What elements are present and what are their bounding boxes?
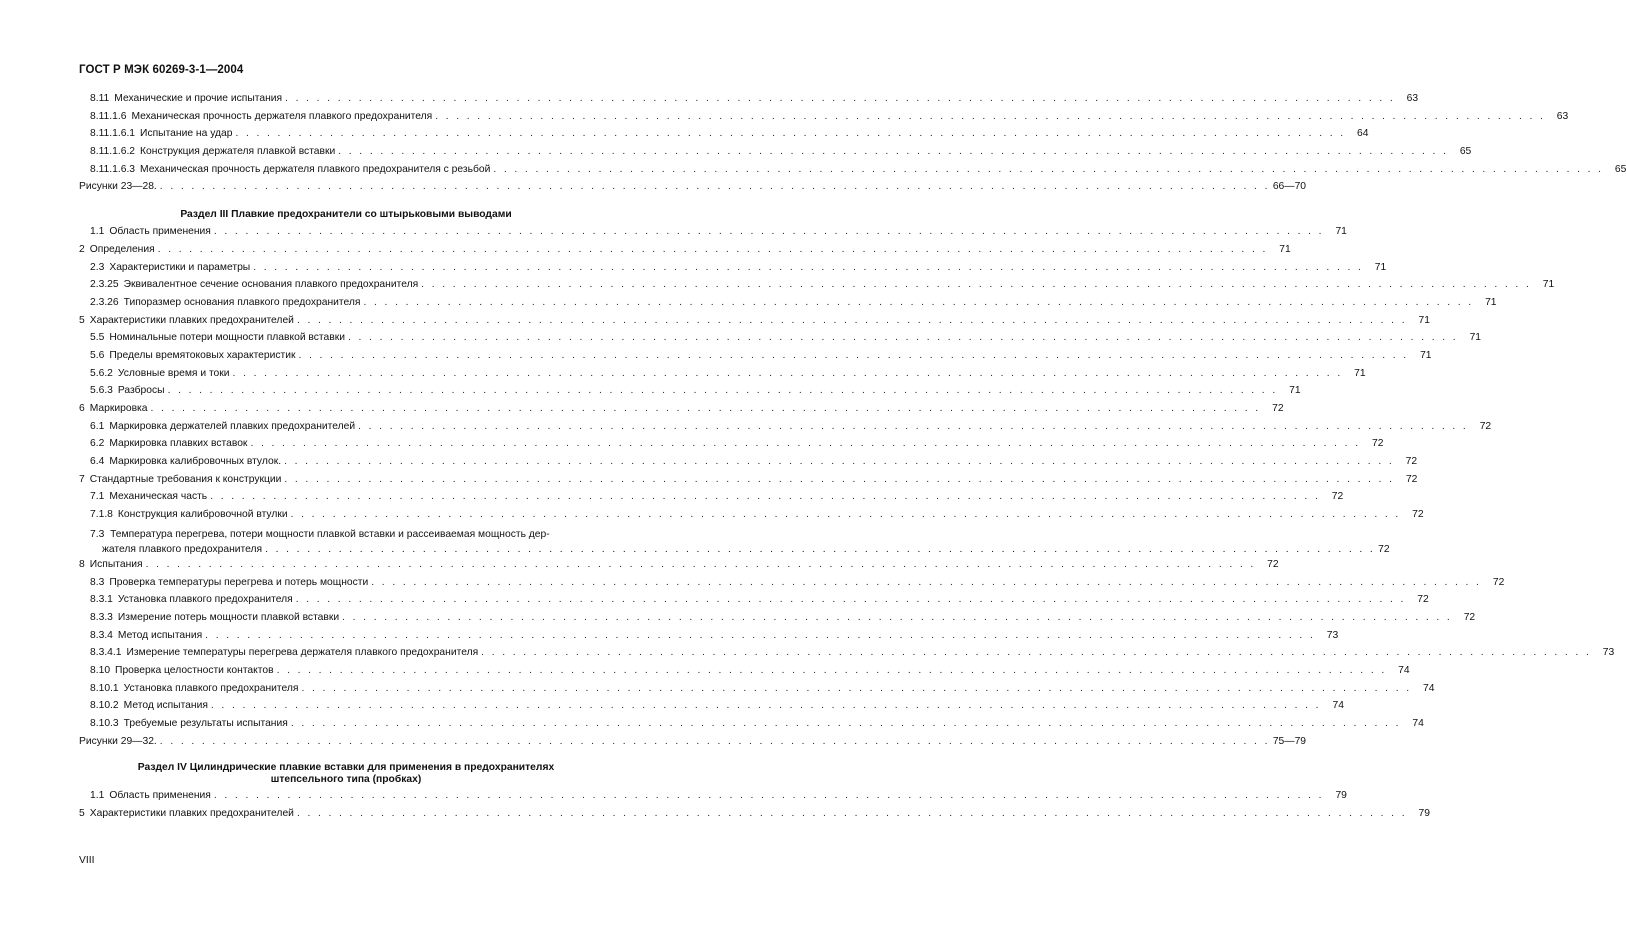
toc-entry[interactable] <box>79 243 1291 262</box>
toc-entry-title: Типоразмер основания плавкого предохранителя <box>123 296 361 308</box>
toc-entry-number: 5.6.2 <box>90 367 113 379</box>
toc-entry[interactable] <box>79 420 1492 439</box>
toc-entry-page: 71 <box>1418 314 1430 326</box>
toc-entry-title: Конструкция держателя плавкой вставки <box>140 146 336 158</box>
toc-leader-dots: . . . . . . . . . . . . . . . . . . . . . . . . . . . . . . . . . . . . . . . . . . . . . . . . . . . . . . . . . . . . . . . . . . . . . . . . . . . . . . . . . . . . . . . . . . . . . . . . . . . . . . . . . . <box>232 367 1343 379</box>
toc-entry-title: Измерение потерь мощности плавкой вставки <box>117 611 340 623</box>
toc-block-section-4 <box>79 790 1430 825</box>
toc-leader-dots: . . . . . . . . . . . . . . . . . . . . . . . . . . . . . . . . . . . . . . . . . . . . . . . . . . . . . . . . . . . . . . . . . . . . . . . . . . . . . . . . . . . . . . . . . . . . . . . . . . . . . . . . . . <box>296 808 1407 820</box>
toc-entry[interactable] <box>79 629 1339 648</box>
toc-entry[interactable] <box>79 314 1430 333</box>
toc-entry-number: 5.5 <box>90 332 105 344</box>
toc-entry-title: Установка плавкого предохранителя <box>117 594 293 606</box>
toc-leader-dots: . . . . . . . . . . . . . . . . . . . . . . . . . . . . . . . . . . . . . . . . . . . . . . . . . . . . . . . . . . . . . . . . . . . . . . . . . . . . . . . . . . . . . . . . . . . . . . . . . . . . . . . . . . <box>421 279 1532 291</box>
toc-entry-number: 8.10.1 <box>90 682 119 694</box>
toc-leader-dots: . . . . . . . . . . . . . . . . . . . . . . . . . . . . . . . . . . . . . . . . . . . . . . . . . . . . . . . . . . . . . . . . . . . . . . . . . . . . . . . . . . . . . . . . . . . . . . . . . . . . . . . . . . <box>296 314 1407 326</box>
toc-entry[interactable] <box>79 491 1344 509</box>
toc-entry[interactable] <box>79 473 1418 492</box>
toc-entry-page: 72 <box>1479 420 1492 432</box>
toc-entry-page: 63 <box>1406 93 1419 104</box>
toc-entry-page: 72 <box>1412 509 1424 521</box>
toc-entry-number: 8.3.4 <box>90 629 113 641</box>
toc-entry-title: Испытание на удар <box>140 128 233 140</box>
toc-entry[interactable] <box>79 349 1432 368</box>
toc-figures-pages: 75—79 <box>1272 735 1307 747</box>
toc-block-section-2-end <box>79 93 1626 181</box>
toc-entry-page: 71 <box>1420 349 1432 361</box>
toc-entry-page: 79 <box>1335 790 1347 802</box>
toc-entry[interactable] <box>79 718 1424 736</box>
toc-leader-dots: . . . . . . . . . . . . . . . . . . . . . . . . . . . . . . . . . . . . . . . . . . . . . . . . . . . . . . . . . . . . . . . . . . . . . . . . . . . . . . . . . . . . . . . . . . . . . . . . . . . . . . . . . . <box>284 473 1395 485</box>
toc-entry-title: Требуемые результаты испытания <box>123 718 288 729</box>
toc-entry[interactable] <box>79 594 1429 612</box>
toc-entry-number: 8.11 <box>90 93 110 104</box>
toc-entry[interactable] <box>79 385 1301 403</box>
toc-leader-dots: . . . . . . . . . . . . . . . . . . . . . . . . . . . . . . . . . . . . . . . . . . . . . . . . . . . . . . . . . . . . . . . . . . . . . . . . . . . . . . . . . . . . . . . . . . . . . . . . . . . . . . . . . . <box>276 664 1387 676</box>
toc-entry-title: Определения <box>89 243 155 255</box>
toc-entry-title: Характеристики плавких предохранителей <box>89 808 294 820</box>
toc-leader-dots: . . . . . . . . . . . . . . . . . . . . . . . . . . . . . . . . . . . . . . . . . . . . . . . . . . . . . . . . . . . . . . . . . . . . . . . . . . . . . . . . . . . . . . . . . . . . . . . . . . . . . . . . . . <box>284 456 1395 468</box>
toc-entry-title: Маркировка <box>89 403 148 414</box>
toc-leader-dots: . . . . . . . . . . . . . . . . . . . . . . . . . . . . . . . . . . . . . . . . . . . . . . . . . . . . . . . . . . . . . . . . . . . . . . . . . . . . . . . . . . . . . . . . . . . . . . . . . . . . . . . . . . <box>301 682 1412 694</box>
toc-entry-number: 6.4 <box>90 456 105 468</box>
toc-entry-number: 7 <box>79 473 85 485</box>
toc-entry-page: 65 <box>1459 146 1472 158</box>
toc-entry-title: Конструкция калибровочной втулки <box>117 509 288 521</box>
toc-entry-number: 1.1 <box>90 226 105 238</box>
toc-entry-title: Испытания <box>89 558 143 570</box>
toc-entry-title: Метод испытания <box>123 700 208 712</box>
toc-leader-dots: . . . . . . . . . . . . . . . . . . . . . . . . . . . . . . . . . . . . . . . . . . . . . . . . . . . . . . . . . . . . . . . . . . . . . . . . . . . . . . . . . . . . . . . . . . . . . . . . . . . . . . . . . . <box>205 629 1316 641</box>
toc-leader-dots: . . . . . . . . . . . . . . . . . . . . . . . . . . . . . . . . . . . . . . . . . . . . . . . . . . . . . . . . . . . . . . . . . . . . . . . . . . . . . . . . . . . . . . . . . . . . . . . . . . . . . . . . . . <box>210 491 1321 503</box>
section-3-title: Раздел III Плавкие предохранители со штырьковыми выводами <box>180 209 512 221</box>
toc-entry-title: Область применения <box>109 790 211 802</box>
toc-entry-title: Характеристики плавких предохранителей <box>89 314 294 326</box>
section-4-title-line1: Раздел IV Цилиндрические плавкие вставки для применения в предохранителях <box>137 762 555 774</box>
toc-entry-number: 6.1 <box>90 420 105 432</box>
toc-leader-dots: . . . . . . . . . . . . . . . . . . . . . . . . . . . . . . . . . . . . . . . . . . . . . . . . . . . . . . . . . . . . . . . . . . . . . . . . . . . . . . . . . . . . . . . . . . . . . . . . . . . . . . . . . . <box>210 700 1321 712</box>
toc-entry-title: Номинальные потери мощности плавкой вставки <box>109 332 345 344</box>
toc-entry-page: 71 <box>1289 385 1301 397</box>
toc-entry-title: Проверка целостности контактов <box>115 664 274 676</box>
toc-leader-dots: . . . . . . . . . . . . . . . . . . . . . . . . . . . . . . . . . . . . . . . . . . . . . . . . . . . . . . . . . . . . . . . . . . . . . . . . . . . . . . . . . . . . . . . . . . . . . . . . . . . . . . . . . . <box>290 718 1401 729</box>
toc-entry[interactable] <box>79 808 1430 826</box>
toc-leader-dots: . . . . . . . . . . . . . . . . . . . . . . . . . . . . . . . . . . . . . . . . . . . . . . . . . . . . . . . . . . . . . . . . . . . . . . . . . . . . . . . . . . . . . . . . . . . . . . . . . . . . . . . . . . <box>157 243 1268 255</box>
toc-entry-title: Условные время и токи <box>117 367 230 379</box>
toc-entry[interactable] <box>79 146 1472 164</box>
toc-leader-dots: . . . . . . . . . . . . . . . . . . . . . . . . . . . . . . . . . . . . . . . . . . . . . . . . . . . . . . . . . . . . . . . . . . . . . . . . . . . . . . . . . . . . . . . . . . . . . . . . . . . . . . . . . . <box>371 576 1482 588</box>
toc-entry-page: 72 <box>1492 576 1505 588</box>
toc-entry-page: 71 <box>1485 296 1497 308</box>
page-number: VIII <box>79 855 95 866</box>
toc-entry-page: 65 <box>1614 163 1626 175</box>
toc-entry-title: Стандартные требования к конструкции <box>89 473 282 485</box>
toc-entry-title: Маркировка плавких вставок <box>109 438 248 450</box>
toc-entry-page: 71 <box>1542 279 1555 291</box>
toc-entry[interactable] <box>79 682 1435 701</box>
toc-block-section-3 <box>79 226 1555 527</box>
section-4-title <box>79 753 613 790</box>
toc-leader-dots: . . . . . . . . . . . . . . . . . . . . . . . . . . . . . . . . . . . . . . . . . . . . . . . . . . . . . . . . . . . . . . . . . . . . . . . . . . . . . . . . . . . . . . . . . . . . . . . . . . . . . . . . . . <box>342 611 1453 623</box>
toc-leader-dots: . . . . . . . . . . . . . . . . . . . . . . . . . . . . . . . . . . . . . . . . . . . . . . . . . . . . . . . . . . . . . . . . . . . . . . . . . . . . . . . . . . . . . . . . . . . . . . . . . . . . . . . . . . <box>481 647 1592 659</box>
toc-entry-number: 7.1 <box>90 491 105 503</box>
toc-entry-number: 2.3.26 <box>90 296 119 308</box>
toc-entry-title: Установка плавкого предохранителя <box>123 682 299 694</box>
toc-leader-dots: . . . . . . . . . . . . . . . . . . . . . . . . . . . . . . . . . . . . . . . . . . . . . . . . . . . . . . . . . . . . . . . . . . . . . . . . . . . . . . . . . . . . . . . . . . . . . . . . . . . . . . . . . . <box>435 110 1546 122</box>
toc-entry-number: 8.3.1 <box>90 594 113 606</box>
toc-entry-page: 64 <box>1357 128 1369 140</box>
toc-entry-page: 71 <box>1354 367 1366 379</box>
toc-block-section-3-tests <box>79 558 1615 736</box>
toc-entry[interactable] <box>79 403 1284 421</box>
toc-entry-title: Механическая часть <box>109 491 208 503</box>
toc-entry[interactable] <box>79 261 1387 280</box>
toc-entry-number: 2.3 <box>90 261 105 273</box>
toc-leader-dots: . . . . . . . . . . . . . . . . . . . . . . . . . . . . . . . . . . . . . . . . . . . . . . . . . . . . . . . . . . . . . . . . . . . . . . . . . . . . . . . . . . . . . . . . . . . . . . . . . . . . . . . . . . <box>159 181 1270 193</box>
toc-entry[interactable] <box>79 456 1418 474</box>
toc-entry-number: 2.3.25 <box>90 279 119 291</box>
toc-leader-dots: . . . . . . . . . . . . . . . . . . . . . . . . . . . . . . . . . . . . . . . . . . . . . . . . . . . . . . . . . . . . . . . . . . . . . . . . . . . . . . . . . . . . . . . . . . . . . . . . . . . . . . . . . . <box>358 420 1469 432</box>
document-header: ГОСТ Р МЭК 60269-3-1—2004 <box>79 64 244 76</box>
toc-entry-page: 74 <box>1412 718 1424 729</box>
section-4-title-line2: штепсельного типа (пробках) <box>270 774 422 786</box>
toc-leader-dots: . . . . . . . . . . . . . . . . . . . . . . . . . . . . . . . . . . . . . . . . . . . . . . . . . . . . . . . . . . . . . . . . . . . . . . . . . . . . . . . . . . . . . . . . . . . . . . . . . . . . . . . . . . <box>250 438 1361 450</box>
toc-entry-title: Маркировка калибровочных втулок. <box>109 456 282 468</box>
toc-entry-page: 72 <box>1463 611 1476 623</box>
toc-entry-page: 72 <box>1272 403 1284 414</box>
toc-entry[interactable] <box>79 110 1569 129</box>
toc-entry-title: Механическая прочность держателя плавкого предохранителя с резьбой <box>140 163 491 175</box>
toc-entry-title: Разбросы <box>117 385 165 397</box>
toc-entry-page: 74 <box>1332 700 1344 712</box>
table-of-contents <box>79 93 1626 826</box>
toc-entry[interactable] <box>79 279 1555 297</box>
toc-leader-dots: . . . . . . . . . . . . . . . . . . . . . . . . . . . . . . . . . . . . . . . . . . . . . . . . . . . . . . . . . . . . . . . . . . . . . . . . . . . . . . . . . . . . . . . . . . . . . . . . . . . . . . . . . . <box>338 146 1449 158</box>
toc-entry-page: 71 <box>1469 332 1482 344</box>
toc-entry-number: 8.11.1.6 <box>90 110 127 122</box>
toc-entry[interactable] <box>79 790 1347 808</box>
toc-entry-number: 8.11.1.6.3 <box>90 163 136 175</box>
toc-leader-dots: . . . . . . . . . . . . . . . . . . . . . . . . . . . . . . . . . . . . . . . . . . . . . . . . . . . . . . . . . . . . . . . . . . . . . . . . . . . . . . . . . . . . . . . . . . . . . . . . . . . . . . . . . . <box>290 509 1401 521</box>
toc-entry-page: 73 <box>1602 647 1615 659</box>
toc-entry[interactable] <box>79 128 1369 146</box>
toc-entry-title: Механическая прочность держателя плавкого предохранителя <box>131 110 433 122</box>
toc-leader-dots: . . . . . . . . . . . . . . . . . . . . . . . . . . . . . . . . . . . . . . . . . . . . . . . . . . . . . . . . . . . . . . . . . . . . . . . . . . . . . . . . . . . . . . . . . . . . . . . . . . . . . . . . . . <box>235 128 1346 140</box>
toc-entry-page: 72 <box>1331 491 1344 503</box>
toc-leader-dots: . . . . . . . . . . . . . . . . . . . . . . . . . . . . . . . . . . . . . . . . . . . . . . . . . . . . . . . . . . . . . . . . . . . . . . . . . . . . . . . . . . . . . . . . . . . . . . . . . . . . . . . . . . <box>159 735 1270 747</box>
toc-entry[interactable] <box>79 332 1482 350</box>
toc-entry-title: Характеристики и параметры <box>109 261 251 273</box>
toc-entry-number: 8 <box>79 558 85 570</box>
toc-entry-number: 5 <box>79 314 85 326</box>
toc-entry[interactable] <box>79 611 1476 630</box>
toc-entry-number: 8.3.4.1 <box>90 647 122 659</box>
toc-entry-multiline[interactable] <box>79 527 1390 557</box>
toc-entry[interactable] <box>79 93 1419 111</box>
toc-entry-page: 72 <box>1267 558 1279 570</box>
toc-entry-number: 5.6.3 <box>90 385 113 397</box>
toc-entry-title: Область применения <box>109 226 211 238</box>
toc-entry[interactable] <box>79 509 1424 527</box>
toc-entry-page: 74 <box>1398 664 1410 676</box>
toc-entry-page: 71 <box>1279 243 1291 255</box>
toc-entry-number: 1.1 <box>90 790 105 802</box>
toc-leader-dots: . . . . . . . . . . . . . . . . . . . . . . . . . . . . . . . . . . . . . . . . . . . . . . . . . . . . . . . . . . . . . . . . . . . . . . . . . . . . . . . . . . . . . . . . . . . . . . . . . . . . . . . . . . <box>213 790 1324 802</box>
toc-entry-number: 5 <box>79 808 85 820</box>
toc-entry-page: 71 <box>1335 226 1347 238</box>
toc-entry-page: 79 <box>1418 808 1430 820</box>
toc-entry-title: Эквивалентное сечение основания плавкого предохранителя <box>123 279 419 291</box>
toc-entry-page: 73 <box>1326 629 1339 641</box>
toc-entry-number: 8.11.1.6.2 <box>90 146 136 158</box>
toc-entry-page: 71 <box>1374 261 1387 273</box>
toc-entry-title: Измерение температуры перегрева держателя плавкого предохранителя <box>126 647 479 659</box>
toc-figures-pages: 66—70 <box>1272 181 1307 193</box>
toc-leader-dots: . . . . . . . . . . . . . . . . . . . . . . . . . . . . . . . . . . . . . . . . . . . . . . . . . . . . . . . . . . . . . . . . . . . . . . . . . . . . . . . . . . . . . . . . . . . . . . . . . . . . . . . . . . <box>167 385 1278 397</box>
toc-entry-page: 72 <box>1417 594 1429 606</box>
toc-figures-29-32 <box>79 735 1307 754</box>
toc-entry-number: 8.3 <box>90 576 105 588</box>
toc-entry-title-line2: жателя плавкого предохранителя <box>102 543 263 555</box>
toc-figures-title: Рисунки 29—32. <box>79 735 157 747</box>
toc-entry[interactable] <box>79 700 1344 718</box>
toc-entry-title: Механические и прочие испытания <box>114 93 283 104</box>
toc-entry-page: 63 <box>1556 110 1569 122</box>
toc-entry-page: 72 <box>1405 456 1418 468</box>
toc-leader-dots: . . . . . . . . . . . . . . . . . . . . . . . . . . . . . . . . . . . . . . . . . . . . . . . . . . . . . . . . . . . . . . . . . . . . . . . . . . . . . . . . . . . . . . . . . . . . . . . . . . . . . . . . . . <box>285 93 1396 104</box>
toc-entry-page: 72 <box>1405 473 1418 485</box>
toc-entry[interactable] <box>79 226 1347 244</box>
toc-entry-number: 5.6 <box>90 349 105 361</box>
toc-entry-title-line1: Температура перегрева, потери мощности плавкой вставки и рассеиваемая мощность дер- <box>110 528 550 540</box>
toc-entry-page: 74 <box>1423 682 1435 694</box>
toc-leader-dots: . . . . . . . . . . . . . . . . . . . . . . . . . . . . . . . . . . . . . . . . . . . . . . . . . . . . . . . . . . . . . . . . . . . . . . . . . . . . . . . . . . . . . . . . . . . . . . . . . . . . . . . . . . <box>213 226 1324 238</box>
toc-leader-dots: . . . . . . . . . . . . . . . . . . . . . . . . . . . . . . . . . . . . . . . . . . . . . . . . . . . . . . . . . . . . . . . . . . . . . . . . . . . . . . . . . . . . . . . . . . . . . . . . . . . . . . . . . . <box>295 594 1406 606</box>
toc-leader-dots: . . . . . . . . . . . . . . . . . . . . . . . . . . . . . . . . . . . . . . . . . . . . . . . . . . . . . . . . . . . . . . . . . . . . . . . . . . . . . . . . . . . . . . . . . . . . . . . . . . . . . . . . . . <box>265 543 1376 555</box>
toc-leader-dots: . . . . . . . . . . . . . . . . . . . . . . . . . . . . . . . . . . . . . . . . . . . . . . . . . . . . . . . . . . . . . . . . . . . . . . . . . . . . . . . . . . . . . . . . . . . . . . . . . . . . . . . . . . <box>150 403 1261 414</box>
toc-leader-dots: . . . . . . . . . . . . . . . . . . . . . . . . . . . . . . . . . . . . . . . . . . . . . . . . . . . . . . . . . . . . . . . . . . . . . . . . . . . . . . . . . . . . . . . . . . . . . . . . . . . . . . . . . . <box>145 558 1256 570</box>
toc-entry-number: 2 <box>79 243 85 255</box>
toc-entry-number: 6 <box>79 403 85 414</box>
toc-figures-entry[interactable] <box>79 735 1307 754</box>
toc-entry[interactable] <box>79 438 1384 456</box>
toc-entry-number: 8.10 <box>90 664 111 676</box>
toc-leader-dots: . . . . . . . . . . . . . . . . . . . . . . . . . . . . . . . . . . . . . . . . . . . . . . . . . . . . . . . . . . . . . . . . . . . . . . . . . . . . . . . . . . . . . . . . . . . . . . . . . . . . . . . . . . <box>363 296 1474 308</box>
toc-entry[interactable] <box>79 367 1366 386</box>
toc-entry[interactable] <box>79 576 1505 595</box>
toc-entry-number: 6.2 <box>90 438 105 450</box>
toc-entry[interactable] <box>79 647 1615 665</box>
toc-figures-entry[interactable] <box>79 181 1307 199</box>
toc-leader-dots: . . . . . . . . . . . . . . . . . . . . . . . . . . . . . . . . . . . . . . . . . . . . . . . . . . . . . . . . . . . . . . . . . . . . . . . . . . . . . . . . . . . . . . . . . . . . . . . . . . . . . . . . . . <box>253 261 1364 273</box>
toc-figures-23-28 <box>79 181 1307 199</box>
toc-entry-title: Проверка температуры перегрева и потерь мощности <box>109 576 369 588</box>
toc-entry-number: 8.11.1.6.1 <box>90 128 136 140</box>
toc-figures-title: Рисунки 23—28. <box>79 181 157 193</box>
toc-leader-dots: . . . . . . . . . . . . . . . . . . . . . . . . . . . . . . . . . . . . . . . . . . . . . . . . . . . . . . . . . . . . . . . . . . . . . . . . . . . . . . . . . . . . . . . . . . . . . . . . . . . . . . . . . . <box>493 163 1604 175</box>
toc-entry-title: Метод испытания <box>117 629 203 641</box>
toc-leader-dots: . . . . . . . . . . . . . . . . . . . . . . . . . . . . . . . . . . . . . . . . . . . . . . . . . . . . . . . . . . . . . . . . . . . . . . . . . . . . . . . . . . . . . . . . . . . . . . . . . . . . . . . . . . <box>348 332 1459 344</box>
toc-entry-page: 72 <box>1372 438 1384 450</box>
toc-entry-title: Пределы времятоковых характеристик <box>109 349 296 361</box>
toc-entry-page: 72 <box>1378 543 1390 555</box>
toc-entry-number: 8.10.3 <box>90 718 119 729</box>
toc-entry-number: 7.3 <box>90 528 105 540</box>
toc-entry[interactable] <box>79 296 1497 315</box>
toc-entry[interactable] <box>79 558 1279 577</box>
toc-entry[interactable] <box>79 664 1410 683</box>
toc-entry[interactable] <box>79 163 1626 182</box>
toc-leader-dots: . . . . . . . . . . . . . . . . . . . . . . . . . . . . . . . . . . . . . . . . . . . . . . . . . . . . . . . . . . . . . . . . . . . . . . . . . . . . . . . . . . . . . . . . . . . . . . . . . . . . . . . . . . <box>298 349 1409 361</box>
toc-entry-title: Маркировка держателей плавких предохранителей <box>109 420 356 432</box>
toc-entry-number: 8.10.2 <box>90 700 119 712</box>
toc-entry-number: 8.3.3 <box>90 611 113 623</box>
toc-entry-number: 7.1.8 <box>90 509 113 521</box>
